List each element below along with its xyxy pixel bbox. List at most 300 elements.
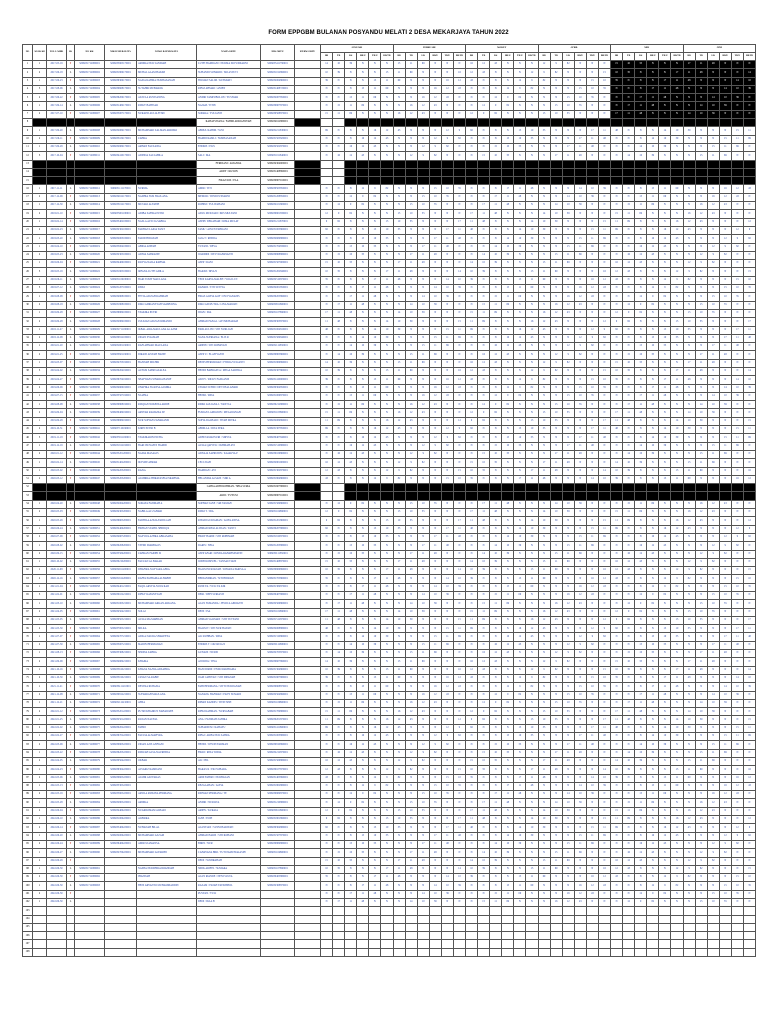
measure-value: 69 xyxy=(369,94,381,102)
rt-rw xyxy=(295,450,321,458)
measure-value: N xyxy=(695,533,707,541)
measure-value: N xyxy=(405,85,417,93)
row-number: 79 xyxy=(23,708,33,716)
child-order xyxy=(33,119,47,127)
measure-value: 82 xyxy=(562,61,574,69)
measure-value xyxy=(611,923,623,931)
measure-value: N xyxy=(611,691,623,699)
measure-value: 82 xyxy=(719,550,731,558)
measure-value: 14 xyxy=(405,600,417,608)
measure-value: N xyxy=(369,301,381,309)
measure-value: 14 xyxy=(623,152,635,160)
measure-value: 17 xyxy=(417,542,429,550)
measure-value xyxy=(695,907,707,915)
measure-value: 12 xyxy=(417,401,429,409)
measure-value: 39 xyxy=(659,442,671,450)
measure-value: N xyxy=(623,135,635,143)
measure-value xyxy=(393,907,405,915)
child-nik: 3206030409190001 xyxy=(105,409,137,417)
measure-value: N xyxy=(598,401,610,409)
measure-value: 12 xyxy=(369,475,381,483)
measure-value: 12 xyxy=(333,202,345,210)
measure-value: N xyxy=(478,185,490,193)
measure-value: 48 xyxy=(743,334,755,342)
measure-value: N xyxy=(369,658,381,666)
measure-value: 43 xyxy=(393,127,405,135)
measure-value: 35 xyxy=(671,334,683,342)
row-number: 89 xyxy=(23,791,33,799)
measure-value: 11 xyxy=(550,857,562,865)
measure-value: N xyxy=(465,301,477,309)
measure-value: N xyxy=(441,749,453,757)
gender: P xyxy=(67,351,75,359)
measure-value: 15 xyxy=(526,716,538,724)
measure-value: 82 xyxy=(502,102,514,110)
measure-value: N xyxy=(635,426,647,434)
measure-value: 16 xyxy=(550,898,562,906)
measure-value: 12 xyxy=(538,616,550,624)
measure-value: 11 xyxy=(490,202,502,210)
measure-value: N xyxy=(321,691,333,699)
measure-value: 17 xyxy=(393,857,405,865)
table-row xyxy=(23,683,756,691)
measure-value: 39 xyxy=(465,276,477,284)
measure-value: N xyxy=(635,882,647,890)
measure-value: 39 xyxy=(683,724,695,732)
gender: P xyxy=(67,94,75,102)
measure-value: N xyxy=(502,666,514,674)
measure-value: N xyxy=(707,816,719,824)
measure-value: 17 xyxy=(647,384,659,392)
measure-value: 16 xyxy=(429,384,441,392)
measure-value: 14 xyxy=(369,625,381,633)
row-number: 90 xyxy=(23,799,33,807)
measure-value: 43 xyxy=(586,890,598,898)
measure-value: N xyxy=(671,243,683,251)
measure-value: N xyxy=(611,384,623,392)
measure-value: N xyxy=(321,450,333,458)
measure-value: 82 xyxy=(441,143,453,151)
measure-value: N xyxy=(743,102,755,110)
parent-name: DENIS HERMAWAN / FITRIA YULIANTI xyxy=(197,359,261,367)
rt-rw xyxy=(295,558,321,566)
measure-value: 11 xyxy=(465,318,477,326)
measure-value: N xyxy=(453,293,465,301)
measure-value: N xyxy=(659,849,671,857)
measure-value: 14 xyxy=(731,376,743,384)
measure-value: N xyxy=(526,791,538,799)
measure-value: N xyxy=(393,434,405,442)
measure-value xyxy=(490,160,502,168)
measure-value: N xyxy=(369,251,381,259)
family-card-number: 3206031712080034 xyxy=(75,367,105,375)
measure-value: 16 xyxy=(683,210,695,218)
measure-value: 16 xyxy=(611,857,623,865)
measure-value: N xyxy=(441,699,453,707)
column-header: NIK ORTU xyxy=(261,45,295,61)
measure-value: N xyxy=(719,674,731,682)
row-number: 74 xyxy=(23,666,33,674)
row-number: 32 xyxy=(23,318,33,326)
measure-value xyxy=(611,907,623,915)
measure-value: N xyxy=(574,658,586,666)
measure-value: 9 xyxy=(417,450,429,458)
measure-value: N xyxy=(490,525,502,533)
measure-value: 11 xyxy=(562,152,574,160)
parent-nik: 3206032307860001 xyxy=(261,367,295,375)
measure-value: 15 xyxy=(429,633,441,641)
measure-value: 12 xyxy=(429,392,441,400)
measure-value: N xyxy=(417,318,429,326)
measure-value: 9 xyxy=(465,417,477,425)
measure-value: 10 xyxy=(429,193,441,201)
measure-value: N xyxy=(478,525,490,533)
measure-value: 9 xyxy=(671,575,683,583)
measure-value: N xyxy=(719,807,731,815)
measure-value: N xyxy=(647,708,659,716)
measure-value: 11 xyxy=(502,890,514,898)
measure-value: 12 xyxy=(526,69,538,77)
measure-value: 15 xyxy=(695,749,707,757)
parent-name: AMIR / TITI xyxy=(197,185,261,193)
measure-value xyxy=(586,484,598,492)
measure-value: N xyxy=(441,61,453,69)
measure-value: 43 xyxy=(598,285,610,293)
measure-value xyxy=(453,484,465,492)
measure-value: 48 xyxy=(671,683,683,691)
measure-value: N xyxy=(502,816,514,824)
rt-rw xyxy=(295,102,321,110)
measure-value: 9 xyxy=(731,235,743,243)
measure-value: 43 xyxy=(429,102,441,110)
measure-value: N xyxy=(345,334,357,342)
measure-value: N xyxy=(586,218,598,226)
measure-value: N xyxy=(538,683,550,691)
measure-value xyxy=(695,119,707,127)
measure-value: N xyxy=(490,882,502,890)
table-row xyxy=(23,135,756,143)
measure-value xyxy=(550,907,562,915)
measure-value: 17 xyxy=(598,417,610,425)
row-number: 46 xyxy=(23,434,33,442)
measure-value: 48 xyxy=(357,898,369,906)
measure-value: N xyxy=(417,85,429,93)
measure-value: 15 xyxy=(550,401,562,409)
measure-value: 11 xyxy=(598,226,610,234)
measure-value: 11 xyxy=(598,127,610,135)
measure-value: N xyxy=(647,816,659,824)
child-nik: 3206036206170001 xyxy=(105,94,137,102)
measure-value xyxy=(707,177,719,185)
family-card-number: 3206031712080058 xyxy=(75,583,105,591)
measure-value: 9 xyxy=(321,816,333,824)
measure-value: 16 xyxy=(514,625,526,633)
measure-value: 11 xyxy=(490,898,502,906)
measure-value: N xyxy=(550,326,562,334)
measure-value: N xyxy=(707,525,719,533)
measure-value: N xyxy=(719,276,731,284)
measure-value: 10 xyxy=(478,757,490,765)
measure-value: 39 xyxy=(586,193,598,201)
measure-value: 12 xyxy=(719,832,731,840)
measure-header: TB xyxy=(405,53,417,61)
rt-rw xyxy=(295,791,321,799)
measure-value: N xyxy=(671,592,683,600)
measure-value: 82 xyxy=(405,766,417,774)
measure-value: N xyxy=(550,641,562,649)
measure-value: N xyxy=(647,276,659,284)
measure-value: 39 xyxy=(695,716,707,724)
measure-value xyxy=(465,907,477,915)
measure-value: 11 xyxy=(586,434,598,442)
measure-value: 82 xyxy=(478,716,490,724)
measure-value: N xyxy=(695,392,707,400)
measure-value: N xyxy=(393,641,405,649)
measure-value: 43 xyxy=(490,61,502,69)
measure-value: 10 xyxy=(562,699,574,707)
child-nik: 3206035203200001 xyxy=(105,475,137,483)
column-header: ANAK KE xyxy=(33,45,47,61)
measure-value: 10 xyxy=(453,475,465,483)
child-name xyxy=(137,119,197,127)
measure-value: 39 xyxy=(743,85,755,93)
child-order: 2 xyxy=(33,334,47,342)
measure-value: 12 xyxy=(417,102,429,110)
measure-value: 15 xyxy=(550,699,562,707)
measure-value xyxy=(562,907,574,915)
rt-rw xyxy=(295,741,321,749)
measure-value: 43 xyxy=(514,641,526,649)
measure-value: N xyxy=(345,616,357,624)
measure-value: 82 xyxy=(635,309,647,317)
measure-value: 10 xyxy=(478,857,490,865)
measure-value: 9 xyxy=(502,392,514,400)
measure-header: BB/U xyxy=(647,53,659,61)
measure-value: 15 xyxy=(659,774,671,782)
measure-value: 15 xyxy=(321,558,333,566)
measure-value: N xyxy=(453,641,465,649)
measure-value xyxy=(357,177,369,185)
measure-value: N xyxy=(611,251,623,259)
measure-value: 15 xyxy=(574,683,586,691)
measure-value: 12 xyxy=(611,268,623,276)
measure-value: 35 xyxy=(731,592,743,600)
measure-value: N xyxy=(538,782,550,790)
family-card-number: 3206031712080022 xyxy=(75,268,105,276)
row-number: 4 xyxy=(23,85,33,93)
parent-name: ARDI / YUYUM xyxy=(197,492,261,500)
child-order xyxy=(33,177,47,185)
parent-nik xyxy=(261,915,295,923)
measure-value: N xyxy=(514,558,526,566)
measure-value: N xyxy=(731,865,743,873)
measure-value: N xyxy=(417,226,429,234)
measure-value xyxy=(333,907,345,915)
measure-value xyxy=(623,907,635,915)
measure-value: N xyxy=(490,475,502,483)
measure-value: 12 xyxy=(369,434,381,442)
measure-value: N xyxy=(719,824,731,832)
measure-value: 10 xyxy=(369,533,381,541)
measure-value: N xyxy=(707,533,719,541)
measure-value: 9 xyxy=(574,343,586,351)
measure-value: 69 xyxy=(405,666,417,674)
measure-value: N xyxy=(526,558,538,566)
birth-date: 2019-08-08 xyxy=(47,401,67,409)
measure-value: 11 xyxy=(719,442,731,450)
measure-value: N xyxy=(598,807,610,815)
measure-value: N xyxy=(731,816,743,824)
measure-value: N xyxy=(598,193,610,201)
measure-value: 12 xyxy=(647,285,659,293)
measure-value: 39 xyxy=(635,459,647,467)
birth-date: 2022-01-12 xyxy=(47,708,67,716)
measure-value xyxy=(671,923,683,931)
child-nik xyxy=(105,923,137,931)
measure-value: 69 xyxy=(731,741,743,749)
measure-value xyxy=(369,177,381,185)
measure-value: N xyxy=(743,890,755,898)
measure-value xyxy=(623,484,635,492)
measure-value: N xyxy=(695,633,707,641)
measure-value: N xyxy=(465,392,477,400)
measure-value: N xyxy=(550,674,562,682)
measure-value: N xyxy=(345,832,357,840)
gender: P xyxy=(67,260,75,268)
child-nik: 3206032809180001 xyxy=(105,318,137,326)
measure-value: 14 xyxy=(429,583,441,591)
measure-value: 17 xyxy=(671,367,683,375)
measure-value: N xyxy=(538,251,550,259)
measure-value: N xyxy=(586,69,598,77)
measure-value: 10 xyxy=(514,733,526,741)
measure-value: 82 xyxy=(514,94,526,102)
measure-value: 39 xyxy=(369,343,381,351)
measure-value: N xyxy=(574,509,586,517)
measure-value: N xyxy=(478,77,490,85)
measure-value: N xyxy=(441,567,453,575)
child-name: IKBAL AIRA MAULANA AL AZMI xyxy=(137,326,197,334)
measure-value: N xyxy=(695,384,707,392)
child-nik: 3206032805220001 xyxy=(105,799,137,807)
row-number: 29 xyxy=(23,293,33,301)
measure-value: 9 xyxy=(345,202,357,210)
measure-value: 39 xyxy=(683,426,695,434)
family-card-number: 3206031712080036 xyxy=(75,384,105,392)
measure-value: N xyxy=(514,799,526,807)
birth-date: 2017-10-04 xyxy=(47,152,67,160)
measure-value: 10 xyxy=(538,517,550,525)
measure-value: 16 xyxy=(635,243,647,251)
child-order xyxy=(33,923,47,931)
measure-value xyxy=(695,160,707,168)
child-name: NAZLA ALYCIA SABRA xyxy=(137,218,197,226)
parent-name: ASEP AFARI / RINDA RAHAHMNATIN xyxy=(197,550,261,558)
measure-value: 11 xyxy=(345,898,357,906)
child-order xyxy=(33,484,47,492)
measure-value: 11 xyxy=(550,757,562,765)
measure-value: N xyxy=(441,857,453,865)
measure-value: 16 xyxy=(562,592,574,600)
measure-value: 69 xyxy=(623,816,635,824)
table-row xyxy=(23,733,756,741)
measure-value: 9 xyxy=(441,434,453,442)
measure-value xyxy=(321,907,333,915)
measure-value: 15 xyxy=(345,840,357,848)
measure-value: N xyxy=(743,152,755,160)
measure-value: N xyxy=(635,583,647,591)
measure-value: N xyxy=(562,384,574,392)
measure-value: N xyxy=(453,401,465,409)
measure-value: 39 xyxy=(333,666,345,674)
measure-value: N xyxy=(429,367,441,375)
measure-value: N xyxy=(502,475,514,483)
measure-value: N xyxy=(695,683,707,691)
measure-value: 9 xyxy=(611,616,623,624)
measure-value: N xyxy=(611,592,623,600)
birth-date: 2020-03-12 xyxy=(47,475,67,483)
measure-value xyxy=(635,492,647,500)
measure-value: N xyxy=(417,633,429,641)
measure-value: 82 xyxy=(707,857,719,865)
measure-value: N xyxy=(743,450,755,458)
measure-value: N xyxy=(611,641,623,649)
measure-value: N xyxy=(526,401,538,409)
measure-value: 15 xyxy=(453,766,465,774)
measure-value: 69 xyxy=(429,650,441,658)
row-number: 36 xyxy=(23,351,33,359)
gender: P xyxy=(67,467,75,475)
child-nik: 3206035201220001 xyxy=(105,708,137,716)
measure-value: 12 xyxy=(683,218,695,226)
measure-value: N xyxy=(731,409,743,417)
measure-value: 10 xyxy=(405,210,417,218)
parent-nik: 3206031302870001 xyxy=(261,467,295,475)
parent-name: ADHI TAMANSURI / SIRYTA xyxy=(197,434,261,442)
table-row xyxy=(23,434,756,442)
measure-value: 43 xyxy=(743,782,755,790)
measure-value: 15 xyxy=(743,865,755,873)
measure-header: BB/TB xyxy=(453,53,465,61)
measure-value: N xyxy=(465,890,477,898)
measure-value: N xyxy=(321,185,333,193)
measure-value: N xyxy=(550,343,562,351)
measure-value: 35 xyxy=(586,94,598,102)
measure-value: 11 xyxy=(369,882,381,890)
child-nik: 3206035406220001 xyxy=(105,824,137,832)
parent-name: ASEP U / ELAH YANTI xyxy=(197,351,261,359)
measure-value: 48 xyxy=(405,268,417,276)
measure-value: N xyxy=(538,898,550,906)
measure-value: 17 xyxy=(490,791,502,799)
measure-header: BB xyxy=(611,53,623,61)
measure-value: N xyxy=(357,359,369,367)
measure-value xyxy=(381,119,393,127)
measure-value: N xyxy=(562,865,574,873)
measure-value: 14 xyxy=(647,733,659,741)
measure-value: 14 xyxy=(659,127,671,135)
measure-value: 10 xyxy=(683,716,695,724)
parent-nik: 3206031006870001 xyxy=(261,392,295,400)
measure-value xyxy=(514,484,526,492)
measure-value: N xyxy=(453,757,465,765)
rt-rw xyxy=(295,890,321,898)
child-nik: 3206036702220001 xyxy=(105,733,137,741)
measure-value: 9 xyxy=(550,359,562,367)
measure-value: N xyxy=(465,699,477,707)
row-number: 24 xyxy=(23,251,33,259)
measure-value: N xyxy=(538,442,550,450)
